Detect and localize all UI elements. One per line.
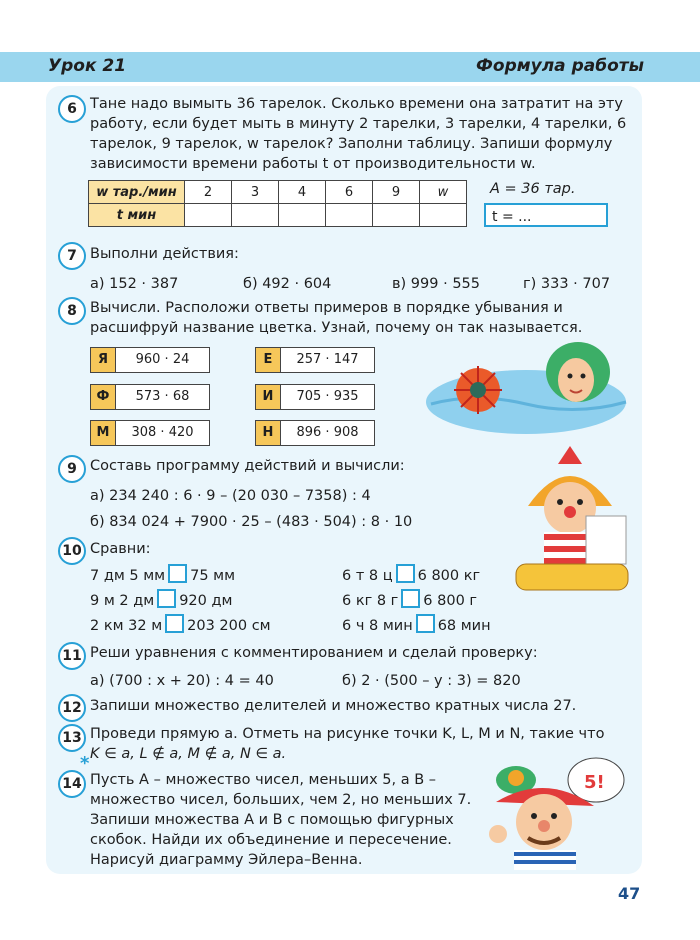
a-value: A = 36 тар. [490,181,576,197]
exercise-7-item: г) 333 · 707 [523,276,611,292]
exercise-14-line: Запиши множества A и B с помощью фигурных [90,812,454,828]
compare-box[interactable] [168,564,187,583]
table-col: 9 [373,181,420,204]
exercise-11-b: б) 2 · (500 – y : 3) = 820 [342,673,521,689]
exercise-10-text: Сравни: [90,541,151,557]
compare-box[interactable] [416,614,435,633]
table-cell-empty[interactable] [326,204,373,227]
exercise-7-text: Выполни действия: [90,246,239,262]
exercise-9-b: б) 834 024 + 7900 · 25 – (483 · 504) : 8 · 10 [90,514,413,530]
exercise-12-text: Запиши множество делителей и множество кратных числа 27. [90,698,577,714]
exercise-number-13: 13 [58,724,86,752]
card-letter: И [256,385,281,409]
exercise-14-line: скобок. Найди их объединение и пересечение. [90,832,452,848]
compare-row: 6 т 8 ц 6 800 кг [342,564,480,586]
compare-row: 2 км 32 м 203 200 см [90,614,271,636]
card-expression: 896 · 908 [296,425,359,440]
exercise-11-a: а) (700 : x + 20) : 4 = 40 [90,673,274,689]
exercise-7-item: а) 152 · 387 [90,276,179,292]
card-expression: 308 · 420 [131,425,194,440]
exercise-14-line: Нарисуй диаграмму Эйлера–Венна. [90,852,363,868]
cipher-card [255,420,375,446]
exercise-number-10: 10 [58,537,86,565]
table-cell-empty[interactable] [373,204,420,227]
compare-box[interactable] [157,589,176,608]
exercise-number-7: 7 [58,242,86,270]
star-mark: * [80,753,90,774]
card-letter: Е [256,348,281,372]
exercise-7-item: в) 999 · 555 [392,276,480,292]
exercise-13-text-1: Проведи прямую a. Отметь на рисунке точки K, L, M и N, такие что [90,726,605,742]
card-expression: 705 · 935 [296,389,359,404]
compare-box[interactable] [396,564,415,583]
header-bar [0,52,700,82]
table-header-w: w тар./мин [89,181,185,204]
exercise-number-8: 8 [58,297,86,325]
cipher-card [90,384,210,410]
page-number: 47 [618,884,641,903]
table-col: 4 [279,181,326,204]
compare-row: 9 м 2 дм 920 дм [90,589,232,611]
clown-illustration [508,446,632,596]
exercise-6-text: Тане надо вымыть 36 тарелок. Сколько времени она затратит на эту работу, если будет мыть в минуту 2 тарелки, 3 тарелки, 4 тарелки, 6 тарелок, 9 тарелок, w тарелок? Заполни таблицу. Запиши формулу зависимости времени работы t от производительности w. [90,96,627,172]
exercise-14-line: Пусть A – множество чисел, меньших 5, а B – [90,772,437,788]
card-letter: Н [256,421,281,445]
cipher-card [255,384,375,410]
exercise-9-text: Составь программу действий и вычисли: [90,458,405,474]
card-expression: 960 · 24 [135,352,190,367]
exercise-8-text: Вычисли. Расположи ответы примеров в порядке убывания и расшифруй название цветка. Узнай, почему он так называется. [90,300,583,336]
cipher-card [90,420,210,446]
table-cell-empty[interactable] [185,204,232,227]
lesson-title: Формула работы [476,56,644,76]
compare-row: 6 кг 8 г 6 800 г [342,589,477,611]
work-table [88,180,467,227]
card-letter: М [91,421,116,445]
exercise-7-item: б) 492 · 604 [243,276,332,292]
table-col: 3 [232,181,279,204]
table-col: 6 [326,181,373,204]
table-col: w [420,181,467,204]
exercise-number-12: 12 [58,694,86,722]
table-cell-empty[interactable] [279,204,326,227]
exercise-13-text-2: K ∈ a, L ∉ a, M ∉ a, N ∈ a. [90,746,287,762]
exercise-number-11: 11 [58,642,86,670]
exercise-9-a: а) 234 240 : 6 · 9 – (20 030 – 7358) : 4 [90,488,371,504]
compare-row: 6 ч 8 мин 68 мин [342,614,491,636]
bubble-text: 5! [584,772,605,793]
compare-row: 7 дм 5 мм 75 мм [90,564,235,586]
card-letter: Ф [91,385,116,409]
exercise-11-text: Реши уравнения с комментированием и сделай проверку: [90,645,538,661]
water-lily-illustration [426,342,630,438]
cipher-card [90,347,210,373]
card-letter: Я [91,348,116,372]
table-col: 2 [185,181,232,204]
exercise-number-14: 14 [58,770,86,798]
lesson-label: Урок 21 [48,56,127,76]
table-cell-empty[interactable] [420,204,467,227]
compare-box[interactable] [165,614,184,633]
exercise-14-line: множество чисел, больших, чем 2, но меньших 7. [90,792,472,808]
table-header-t: t мин [89,204,185,227]
formula-box[interactable]: t = ... [484,203,608,227]
card-expression: 573 · 68 [135,389,190,404]
exercise-number-6: 6 [58,95,86,123]
table-cell-empty[interactable] [232,204,279,227]
pirate-illustration [476,750,632,870]
compare-box[interactable] [401,589,420,608]
cipher-card [255,347,375,373]
exercise-number-9: 9 [58,455,86,483]
card-expression: 257 · 147 [296,352,359,367]
